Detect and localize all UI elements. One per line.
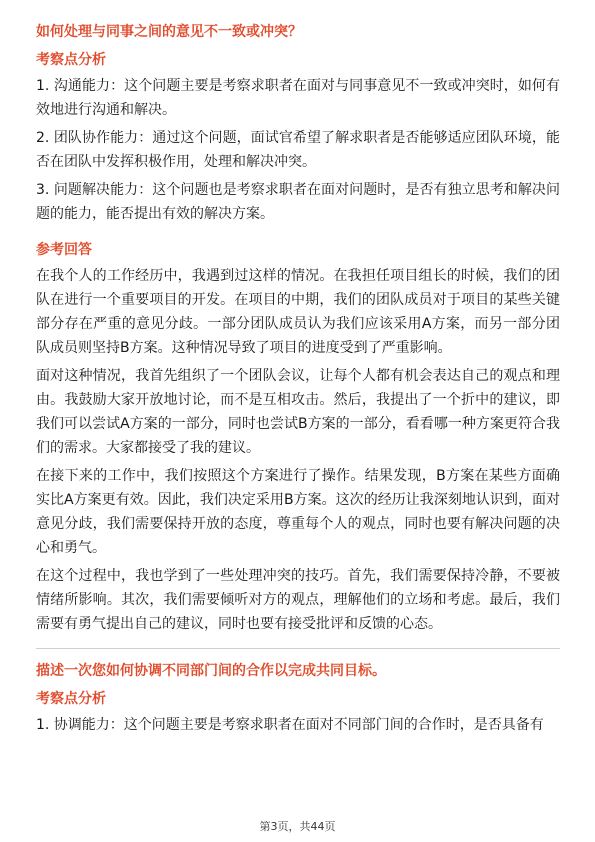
- section-divider: [36, 648, 560, 649]
- question-1-title: 如何处理与同事之间的意见不一致或冲突？: [36, 24, 302, 40]
- answer-paragraph: 面对这种情况，我首先组织了一个团队会议，让每个人都有机会表达自己的观点和理由。我鼓励大家开放地讨论，而不是互相攻击。然后，我提出了一个折中的建议，即我们可以尝试A方案的一部分，同时也尝试B方案的一部分，看看哪一种方案更符合我们的需求。大家都接受了我的建议。: [36, 368, 560, 456]
- analysis-label: 考察点分析: [36, 52, 106, 68]
- answer-label: 参考回答: [36, 242, 92, 258]
- analysis-item: 1. 协调能力：这个问题主要是考察求职者在面对不同部门间的合作时，是否具备有: [36, 717, 544, 733]
- analysis-item: 2. 团队协作能力：通过这个问题，面试官希望了解求职者是否能够适应团队环境，能否在团队中发挥积极作用，处理和解决冲突。: [36, 130, 560, 170]
- question-2-title: 描述一次您如何协调不同部门间的合作以完成共同目标。: [36, 663, 386, 679]
- answer-paragraph: 在接下来的工作中，我们按照这个方案进行了操作。结果发现，B方案在某些方面确实比A方案更有效。因此，我们决定采用B方案。这次的经历让我深刻地认识到，面对意见分歧，我们需要保持开放的态度，尊重每个人的观点，同时也要有解决问题的决心和勇气。: [36, 468, 560, 556]
- document-page: [36, 22, 560, 741]
- answer-paragraph: 在我个人的工作经历中，我遇到过这样的情况。在我担任项目组长的时候，我们的团队在进行一个重要项目的开发。在项目的中期，我们的团队成员对于项目的某些关键部分存在严重的意见分歧。一部分团队成员认为我们应该采用A方案，而另一部分团队成员则坚持B方案。这种情况导致了项目的进度受到了严重影响。: [36, 268, 560, 356]
- analysis-item: 1. 沟通能力：这个问题主要是考察求职者在面对与同事意见不一致或冲突时，如何有效地进行沟通和解决。: [36, 78, 560, 118]
- analysis-label: 考察点分析: [36, 691, 106, 707]
- analysis-item: 3. 问题解决能力：这个问题也是考察求职者在面对问题时，是否有独立思考和解决问题的能力，能否提出有效的解决方案。: [36, 182, 560, 222]
- answer-paragraph: 在这个过程中，我也学到了一些处理冲突的技巧。首先，我们需要保持冷静，不要被情绪所影响。其次，我们需要倾听对方的观点，理解他们的立场和考虑。最后，我们需要有勇气提出自己的建议，同时也要有接受批评和反馈的心态。: [36, 568, 560, 632]
- page-number: 第3页，共44页: [259, 820, 336, 833]
